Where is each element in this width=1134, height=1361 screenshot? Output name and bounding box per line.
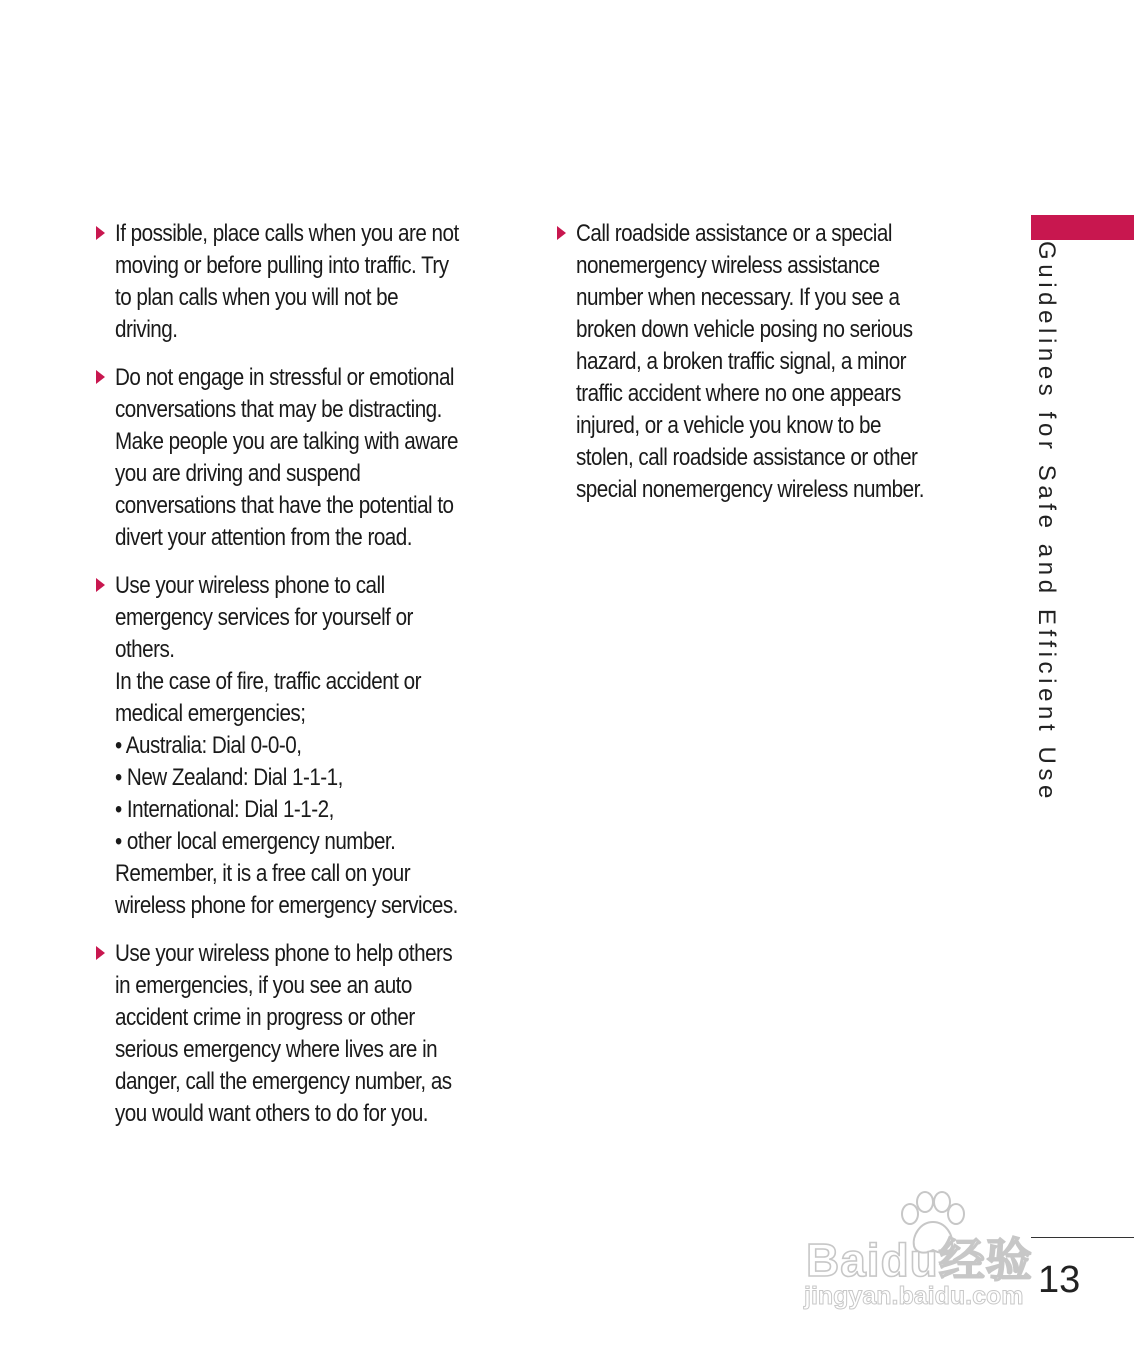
page-number: 13 bbox=[1038, 1259, 1081, 1301]
item-text-line: serious emergency where lives are in bbox=[115, 1036, 438, 1063]
list-item bbox=[92, 938, 522, 1130]
item-text-line: Use your wireless phone to call bbox=[115, 572, 385, 599]
emergency-number-line: • other local emergency number. bbox=[115, 828, 396, 855]
item-text-line: wireless phone for emergency services. bbox=[115, 892, 458, 919]
triangle-bullet-icon bbox=[96, 370, 105, 384]
item-text-line: Use your wireless phone to help others bbox=[115, 940, 453, 967]
item-text-line: to plan calls when you will not be bbox=[115, 284, 399, 311]
watermark-url: jingyan.baidu.com bbox=[804, 1282, 1024, 1310]
watermark-brand: Baidu经验 bbox=[806, 1234, 1033, 1286]
triangle-bullet-icon bbox=[96, 946, 105, 960]
item-text-line: in emergencies, if you see an auto bbox=[115, 972, 412, 999]
item-text-line: Do not engage in stressful or emotional bbox=[115, 364, 455, 391]
item-text-line: danger, call the emergency number, as bbox=[115, 1068, 452, 1095]
item-text-line: hazard, a broken traffic signal, a minor bbox=[576, 348, 907, 375]
emergency-number-line: • Australia: Dial 0-0-0, bbox=[115, 732, 302, 759]
list-item bbox=[92, 362, 522, 554]
item-text-line: you are driving and suspend bbox=[115, 460, 361, 487]
item-text-line: nonemergency wireless assistance bbox=[576, 252, 880, 279]
item-text-line: broken down vehicle posing no serious bbox=[576, 316, 913, 343]
watermark bbox=[800, 1190, 1080, 1320]
item-text-line: conversations that have the potential to bbox=[115, 492, 454, 519]
item-text-line: medical emergencies; bbox=[115, 700, 306, 727]
item-text-line: If possible, place calls when you are not bbox=[115, 220, 459, 247]
item-text-line: divert your attention from the road. bbox=[115, 524, 412, 551]
emergency-number-line: • New Zealand: Dial 1-1-1, bbox=[115, 764, 343, 791]
item-text-line: you would want others to do for you. bbox=[115, 1100, 429, 1127]
item-text-line: Make people you are talking with aware bbox=[115, 428, 458, 455]
item-text-line: others. bbox=[115, 636, 175, 663]
list-item bbox=[92, 218, 522, 346]
left-column bbox=[92, 218, 522, 1146]
item-text-line: Call roadside assistance or a special bbox=[576, 220, 892, 247]
triangle-bullet-icon bbox=[96, 578, 105, 592]
list-item bbox=[92, 570, 522, 922]
item-text-line: Remember, it is a free call on your bbox=[115, 860, 411, 887]
item-text-line: accident crime in progress or other bbox=[115, 1004, 415, 1031]
right-column bbox=[553, 218, 973, 522]
section-title-text: Guidelines for Safe and Efficient Use bbox=[1033, 241, 1060, 803]
triangle-bullet-icon bbox=[96, 226, 105, 240]
item-text-line: injured, or a vehicle you know to be bbox=[576, 412, 881, 439]
item-text-line: In the case of fire, traffic accident or bbox=[115, 668, 421, 695]
item-text-line: conversations that may be distracting. bbox=[115, 396, 442, 423]
item-text-line: special nonemergency wireless number. bbox=[576, 476, 925, 503]
triangle-bullet-icon bbox=[557, 226, 566, 240]
item-text-line: traffic accident where no one appears bbox=[576, 380, 901, 407]
item-text-line: number when necessary. If you see a bbox=[576, 284, 900, 311]
section-tab-marker bbox=[1031, 215, 1134, 240]
list-item bbox=[553, 218, 973, 506]
item-text-line: emergency services for yourself or bbox=[115, 604, 413, 631]
item-text-line: moving or before pulling into traffic. Try bbox=[115, 252, 449, 279]
emergency-number-line: • International: Dial 1-1-2, bbox=[115, 796, 334, 823]
item-text-line: driving. bbox=[115, 316, 178, 343]
item-text-line: stolen, call roadside assistance or other bbox=[576, 444, 918, 471]
